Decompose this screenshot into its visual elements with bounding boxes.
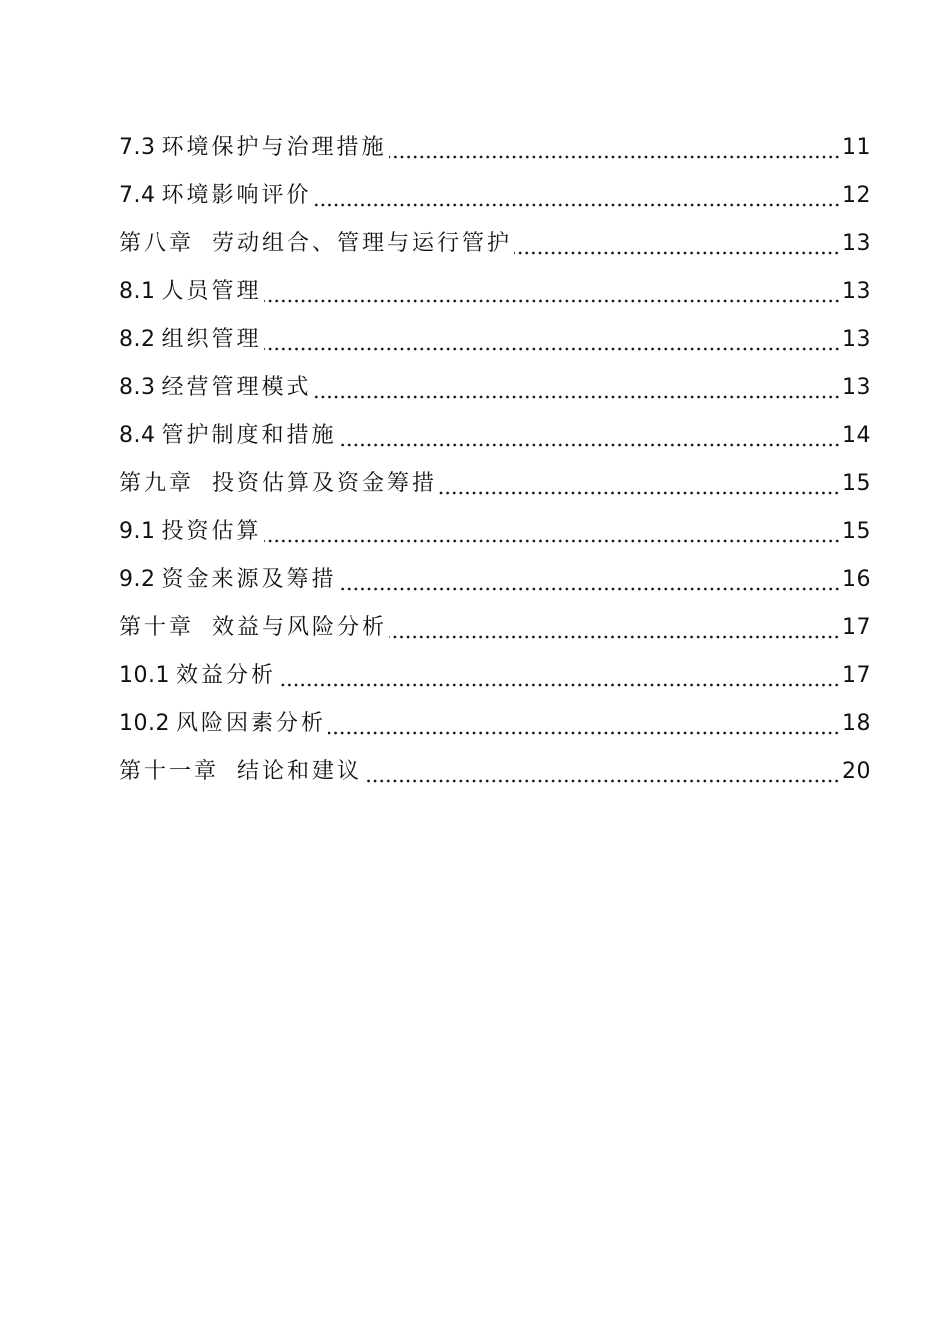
dot-leader [389, 139, 840, 159]
toc-entry-title: 效益分析 [175, 663, 276, 688]
toc-entry-page-number: 13 [842, 375, 871, 400]
toc-entry-title: 结论和建议 [237, 759, 363, 784]
toc-entry-number: 9.1 [119, 519, 156, 544]
toc-entry-title: 资金来源及筹措 [161, 567, 337, 592]
toc-entry-title: 人员管理 [161, 279, 262, 304]
toc-entry-8-3[interactable] [119, 364, 871, 412]
toc-entry-7-3[interactable] [119, 124, 871, 172]
dot-leader [264, 283, 840, 303]
dot-leader [339, 571, 840, 591]
toc-entry-number: 8.1 [119, 279, 156, 304]
toc-entry-title: 投资估算 [161, 519, 262, 544]
dot-leader [278, 667, 840, 687]
dot-leader [314, 187, 840, 207]
toc-entry-number: 8.4 [119, 423, 156, 448]
toc-entry-title: 劳动组合、管理与运行管护 [212, 231, 513, 256]
toc-entry-page-number: 20 [842, 759, 871, 784]
toc-entry-page-number: 17 [842, 615, 871, 640]
toc-entry-title: 环境影响评价 [161, 183, 312, 208]
toc-entry-number: 8.3 [119, 375, 156, 400]
toc-entry-number: 第八章 [119, 231, 195, 256]
toc-entry-7-4[interactable] [119, 172, 871, 220]
toc-entry-page-number: 13 [842, 231, 871, 256]
toc-entry-number: 9.2 [119, 567, 156, 592]
toc-entry-number: 第十章 [119, 615, 195, 640]
toc-entry-chapter-10[interactable] [119, 604, 871, 652]
toc-entry-page-number: 13 [842, 327, 871, 352]
toc-entry-number: 10.1 [119, 663, 170, 688]
toc-entry-page-number: 11 [842, 135, 871, 160]
toc-entry-page-number: 16 [842, 567, 871, 592]
dot-leader [314, 379, 840, 399]
toc-entry-number: 8.2 [119, 327, 156, 352]
toc-entry-number: 第十一章 [119, 759, 220, 784]
toc-entry-title: 组织管理 [161, 327, 262, 352]
toc-entry-title: 风险因素分析 [175, 711, 326, 736]
toc-entry-page-number: 15 [842, 519, 871, 544]
toc-entry-chapter-9[interactable] [119, 460, 871, 508]
toc-entry-9-1[interactable] [119, 508, 871, 556]
toc-entry-9-2[interactable] [119, 556, 871, 604]
toc-entry-page-number: 15 [842, 471, 871, 496]
toc-entry-title: 环境保护与治理措施 [161, 135, 387, 160]
toc-entry-8-1[interactable] [119, 268, 871, 316]
toc-entry-title: 经营管理模式 [161, 375, 312, 400]
toc-entry-number: 7.3 [119, 135, 156, 160]
toc-entry-8-4[interactable] [119, 412, 871, 460]
toc-entry-8-2[interactable] [119, 316, 871, 364]
toc-entry-10-1[interactable] [119, 652, 871, 700]
toc-entry-title: 管护制度和措施 [161, 423, 337, 448]
toc-entry-chapter-8[interactable] [119, 220, 871, 268]
toc-entry-number: 10.2 [119, 711, 170, 736]
toc-entry-chapter-11[interactable] [119, 748, 871, 796]
toc-entry-number: 7.4 [119, 183, 156, 208]
toc-entry-title: 投资估算及资金筹措 [212, 471, 438, 496]
toc-entry-10-2[interactable] [119, 700, 871, 748]
dot-leader [264, 523, 840, 543]
toc-entry-page-number: 13 [842, 279, 871, 304]
toc-entry-page-number: 14 [842, 423, 871, 448]
dot-leader [339, 427, 840, 447]
dot-leader [439, 475, 840, 495]
toc-entry-page-number: 18 [842, 711, 871, 736]
dot-leader [389, 619, 840, 639]
dot-leader [328, 715, 840, 735]
toc-entry-number: 第九章 [119, 471, 195, 496]
dot-leader [264, 331, 840, 351]
toc-entry-title: 效益与风险分析 [212, 615, 388, 640]
table-of-contents [119, 124, 871, 796]
dot-leader [364, 763, 840, 783]
toc-entry-page-number: 12 [842, 183, 871, 208]
dot-leader [514, 235, 840, 255]
toc-entry-page-number: 17 [842, 663, 871, 688]
